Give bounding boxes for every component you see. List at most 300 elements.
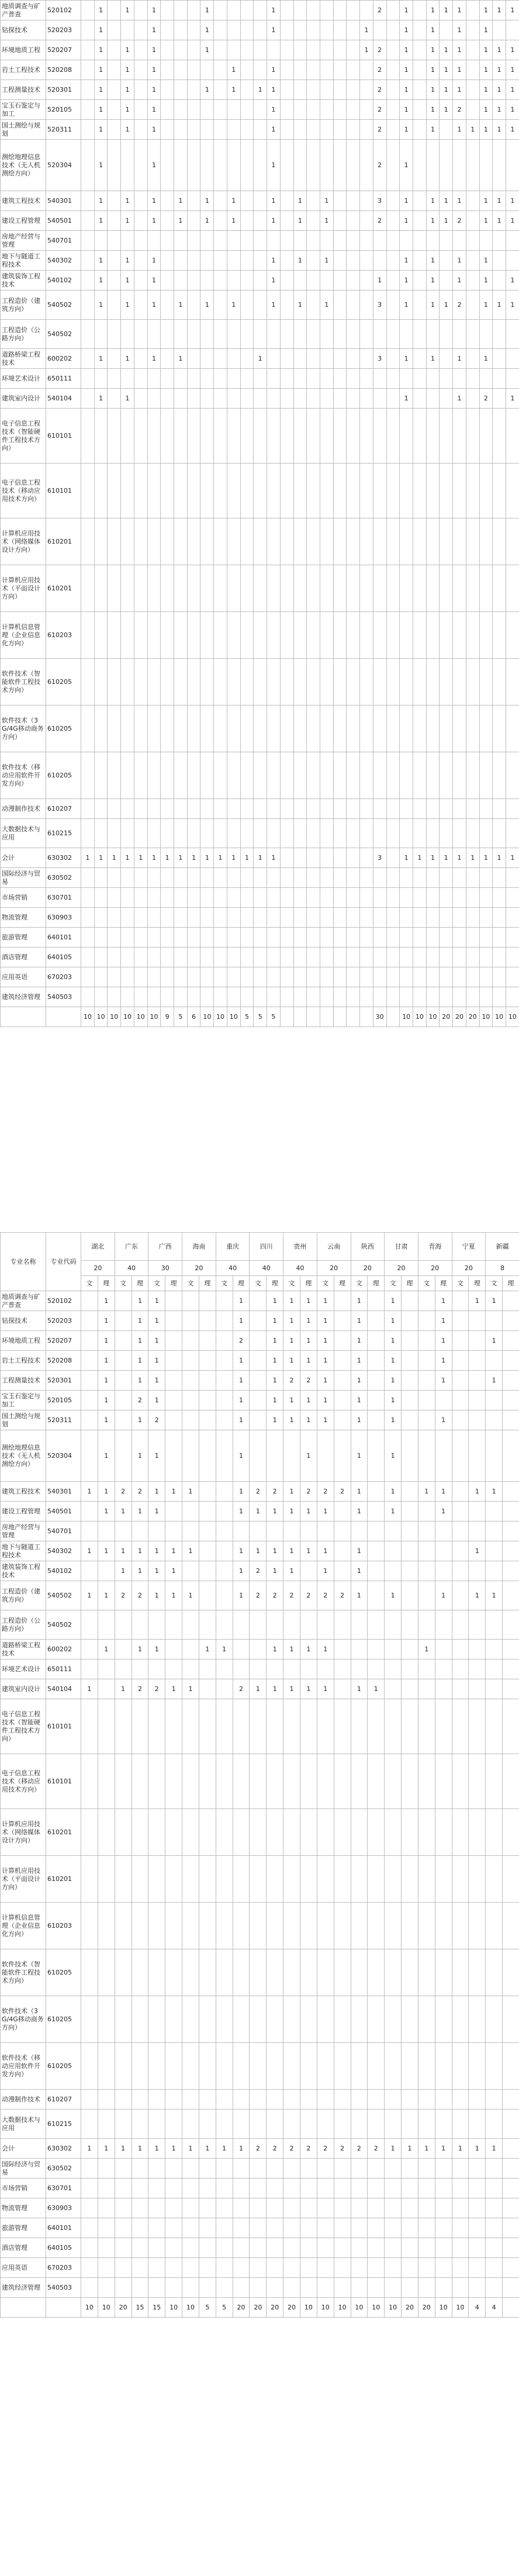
quota-cell — [503, 2043, 519, 2090]
quota-cell — [293, 928, 307, 948]
quota-cell — [161, 518, 174, 565]
quota-cell — [267, 1949, 283, 1996]
quota-cell — [187, 868, 200, 888]
quota-cell: 1 — [94, 80, 108, 100]
table-row — [1, 612, 519, 659]
quota-cell — [81, 565, 95, 612]
quota-cell — [108, 464, 121, 518]
quota-cell: 1 — [267, 1679, 283, 1699]
quota-cell — [385, 2043, 402, 2090]
quota-cell — [320, 799, 333, 819]
quota-cell — [200, 409, 214, 464]
quota-cell — [182, 2043, 199, 2090]
quota-cell: 1 — [351, 1391, 368, 1410]
quota-cell — [233, 1659, 250, 1679]
quota-cell: 1 — [493, 40, 506, 60]
quota-cell: 1 — [506, 848, 519, 868]
quota-cell — [200, 948, 214, 967]
header-arts-track: 文 — [216, 1276, 233, 1291]
quota-cell — [334, 1502, 351, 1522]
quota-cell — [469, 1809, 486, 1856]
quota-cell — [333, 518, 347, 565]
quota-cell — [300, 2238, 317, 2258]
quota-cell — [351, 1856, 368, 1903]
major-name-cell: 计算机应用技术（平面设计方向） — [1, 565, 46, 612]
quota-cell — [386, 20, 400, 40]
total-cell: 20 — [233, 2298, 250, 2318]
quota-cell — [182, 2090, 199, 2110]
quota-cell — [347, 908, 360, 928]
quota-cell: 1 — [214, 848, 227, 868]
major-code-cell: 540502 — [46, 291, 81, 320]
quota-cell — [233, 1949, 250, 1996]
quota-cell: 2 — [317, 1581, 334, 1610]
quota-cell: 1 — [147, 848, 161, 868]
quota-cell — [368, 1371, 385, 1391]
quota-cell — [134, 799, 147, 819]
quota-cell: 1 — [250, 1679, 267, 1699]
quota-cell — [81, 1949, 98, 1996]
quota-cell — [503, 2278, 519, 2298]
quota-cell — [280, 928, 293, 948]
quota-cell: 1 — [199, 1640, 216, 1659]
quota-cell — [347, 191, 360, 211]
quota-cell — [413, 1, 426, 20]
quota-cell: 1 — [200, 40, 214, 60]
quota-cell — [368, 2043, 385, 2090]
quota-cell — [182, 1640, 199, 1659]
quota-cell — [373, 409, 386, 464]
quota-cell — [108, 967, 121, 987]
quota-cell: 1 — [435, 1291, 452, 1311]
quota-cell: 1 — [132, 1311, 148, 1331]
quota-cell — [199, 1561, 216, 1581]
quota-cell — [161, 928, 174, 948]
quota-cell — [400, 799, 413, 819]
quota-cell — [94, 320, 108, 349]
quota-cell — [334, 1679, 351, 1699]
major-name-cell: 建设工程管理 — [1, 211, 46, 231]
quota-cell: 2 — [283, 1581, 300, 1610]
quota-cell: 1 — [469, 2139, 486, 2159]
quota-cell — [493, 612, 506, 659]
quota-cell — [199, 1610, 216, 1640]
quota-cell — [320, 987, 333, 1007]
quota-cell: 2 — [115, 1482, 132, 1502]
quota-cell: 1 — [161, 848, 174, 868]
quota-cell — [373, 752, 386, 799]
quota-cell — [165, 2090, 182, 2110]
quota-cell — [373, 706, 386, 752]
quota-cell — [108, 211, 121, 231]
quota-cell — [182, 1430, 199, 1482]
quota-cell: 2 — [300, 1581, 317, 1610]
quota-cell — [385, 1699, 402, 1754]
quota-cell — [182, 2159, 199, 2179]
quota-cell — [418, 1996, 435, 2043]
quota-cell — [385, 1949, 402, 1996]
quota-cell — [121, 231, 134, 251]
major-name-cell: 建筑装饰工程技术 — [1, 271, 46, 291]
major-name-cell: 钻探技术 — [1, 1311, 46, 1331]
quota-cell — [267, 1430, 283, 1482]
quota-cell — [165, 1996, 182, 2043]
quota-cell — [360, 369, 373, 389]
quota-cell — [121, 20, 134, 40]
quota-cell: 1 — [426, 211, 440, 231]
quota-cell — [293, 752, 307, 799]
quota-cell — [216, 1541, 233, 1561]
quota-cell — [214, 140, 227, 191]
quota-cell — [161, 60, 174, 80]
quota-cell — [368, 1331, 385, 1351]
quota-cell — [200, 320, 214, 349]
quota-cell — [165, 1809, 182, 1856]
quota-cell — [134, 291, 147, 320]
major-name-cell: 建筑装饰工程技术 — [1, 1561, 46, 1581]
quota-cell — [182, 1809, 199, 1856]
quota-cell — [320, 612, 333, 659]
quota-cell — [418, 1856, 435, 1903]
quota-cell — [280, 349, 293, 369]
quota-cell — [250, 1410, 267, 1430]
quota-cell — [147, 409, 161, 464]
quota-cell — [200, 868, 214, 888]
quota-cell — [134, 409, 147, 464]
quota-cell: 1 — [174, 848, 188, 868]
quota-cell — [174, 967, 188, 987]
quota-cell — [81, 100, 95, 120]
quota-cell — [493, 908, 506, 928]
quota-cell — [452, 1903, 469, 1949]
quota-cell — [108, 948, 121, 967]
quota-cell — [503, 2218, 519, 2238]
quota-cell — [132, 2218, 148, 2238]
quota-cell — [426, 706, 440, 752]
table-row — [1, 799, 519, 819]
quota-cell — [187, 120, 200, 140]
quota-cell — [199, 1581, 216, 1610]
quota-cell — [493, 369, 506, 389]
quota-cell — [199, 2090, 216, 2110]
quota-cell — [165, 2218, 182, 2238]
quota-cell — [440, 888, 453, 908]
quota-cell — [187, 928, 200, 948]
quota-cell — [98, 2090, 115, 2110]
quota-cell: 1 — [147, 211, 161, 231]
quota-cell — [165, 1430, 182, 1482]
quota-cell — [250, 2179, 267, 2198]
header-arts-track: 文 — [317, 1276, 334, 1291]
quota-cell — [300, 2159, 317, 2179]
quota-cell — [385, 1640, 402, 1659]
quota-cell — [452, 1996, 469, 2043]
quota-cell — [351, 1522, 368, 1541]
quota-cell: 1 — [147, 1, 161, 20]
quota-cell: 1 — [121, 251, 134, 271]
quota-cell — [174, 409, 188, 464]
quota-cell — [250, 2278, 267, 2298]
quota-cell — [418, 2179, 435, 2198]
quota-cell: 1 — [250, 1541, 267, 1561]
quota-cell — [108, 80, 121, 100]
quota-cell — [418, 1430, 435, 1482]
quota-cell — [469, 2258, 486, 2278]
quota-cell: 1 — [400, 60, 413, 80]
quota-cell: 1 — [233, 1581, 250, 1610]
quota-cell: 1 — [426, 291, 440, 320]
quota-cell — [250, 1754, 267, 1809]
quota-cell — [134, 819, 147, 848]
quota-cell — [182, 1522, 199, 1541]
quota-cell — [250, 1699, 267, 1754]
quota-cell — [320, 80, 333, 100]
quota-cell — [199, 2043, 216, 2090]
table-row — [1, 1, 519, 20]
table-row — [1, 1541, 519, 1561]
quota-cell — [453, 320, 466, 349]
quota-cell — [161, 231, 174, 251]
total-cell: 10 — [81, 2298, 98, 2318]
quota-cell — [307, 1, 320, 20]
total-cell: 20 — [267, 2298, 283, 2318]
quota-cell — [368, 1430, 385, 1482]
quota-cell — [333, 80, 347, 100]
major-code-cell: 630302 — [46, 848, 81, 868]
quota-cell — [81, 1561, 98, 1581]
quota-cell — [466, 409, 479, 464]
quota-cell — [283, 2179, 300, 2198]
total-cell: 10 — [121, 1007, 134, 1027]
quota-cell — [115, 2110, 132, 2139]
quota-cell: 2 — [132, 1581, 148, 1610]
quota-cell — [426, 908, 440, 928]
quota-cell — [214, 291, 227, 320]
quota-cell — [307, 987, 320, 1007]
quota-cell — [134, 706, 147, 752]
quota-cell: 1 — [267, 20, 281, 40]
quota-cell — [121, 464, 134, 518]
quota-cell — [187, 251, 200, 271]
quota-cell — [283, 2258, 300, 2278]
quota-cell — [227, 20, 240, 40]
quota-cell — [418, 1502, 435, 1522]
major-code-cell: 520207 — [46, 40, 81, 60]
quota-cell — [360, 191, 373, 211]
quota-cell — [187, 60, 200, 80]
quota-cell — [81, 251, 95, 271]
quota-cell — [402, 1809, 418, 1856]
quota-cell — [333, 349, 347, 369]
major-name-cell: 建筑室内设计 — [1, 1679, 46, 1699]
quota-cell — [283, 2278, 300, 2298]
quota-cell — [300, 2090, 317, 2110]
quota-cell — [506, 231, 519, 251]
quota-cell — [227, 409, 240, 464]
quota-cell — [347, 819, 360, 848]
quota-cell — [307, 140, 320, 191]
header-science-track: 理 — [267, 1276, 283, 1291]
quota-cell — [132, 2238, 148, 2258]
quota-cell — [506, 706, 519, 752]
quota-cell — [466, 40, 479, 60]
quota-cell — [452, 1699, 469, 1754]
quota-cell — [373, 320, 386, 349]
quota-cell — [493, 706, 506, 752]
quota-cell — [333, 320, 347, 349]
header-plan-count: 20 — [351, 1261, 385, 1276]
quota-cell — [283, 1699, 300, 1754]
quota-cell — [435, 2179, 452, 2198]
quota-cell: 1 — [506, 291, 519, 320]
quota-cell — [435, 2218, 452, 2238]
quota-cell — [503, 1949, 519, 1996]
quota-cell — [227, 518, 240, 565]
quota-cell — [413, 967, 426, 987]
quota-cell — [283, 2043, 300, 2090]
table-row — [1, 1430, 519, 1482]
quota-cell — [466, 271, 479, 291]
quota-cell — [503, 1371, 519, 1391]
quota-cell — [98, 1610, 115, 1640]
quota-cell — [81, 1610, 98, 1640]
quota-cell — [254, 518, 267, 565]
table-row — [1, 565, 519, 612]
quota-cell: 1 — [165, 1541, 182, 1561]
quota-cell — [347, 120, 360, 140]
quota-cell — [94, 231, 108, 251]
quota-cell — [373, 819, 386, 848]
quota-cell: 1 — [479, 1, 493, 20]
quota-cell — [351, 2258, 368, 2278]
quota-cell — [227, 967, 240, 987]
quota-cell — [469, 1679, 486, 1699]
quota-cell — [293, 409, 307, 464]
total-cell: 10 — [182, 2298, 199, 2318]
major-name-cell: 建筑经济管理 — [1, 2278, 46, 2298]
major-name-cell: 工程造价（建筑方向） — [1, 1581, 46, 1610]
quota-cell: 1 — [479, 191, 493, 211]
quota-cell — [333, 799, 347, 819]
quota-cell — [98, 2238, 115, 2258]
quota-cell — [108, 120, 121, 140]
total-cell: 5 — [199, 2298, 216, 2318]
quota-cell — [293, 349, 307, 369]
major-code-cell: 610101 — [46, 409, 81, 464]
quota-cell — [360, 799, 373, 819]
quota-cell — [81, 2258, 98, 2278]
quota-cell — [440, 464, 453, 518]
quota-cell: 2 — [373, 120, 386, 140]
quota-cell: 1 — [267, 1640, 283, 1659]
quota-cell — [440, 369, 453, 389]
quota-cell — [360, 612, 373, 659]
quota-cell — [300, 2278, 317, 2298]
quota-cell — [360, 888, 373, 908]
quota-cell — [293, 799, 307, 819]
quota-cell — [81, 191, 95, 211]
quota-cell — [148, 2090, 165, 2110]
quota-cell — [360, 60, 373, 80]
quota-cell — [418, 1754, 435, 1809]
quota-cell: 1 — [267, 1410, 283, 1430]
quota-cell — [250, 1351, 267, 1371]
quota-cell — [81, 1640, 98, 1659]
quota-cell — [216, 2278, 233, 2298]
quota-cell — [81, 1699, 98, 1754]
quota-cell: 1 — [81, 1679, 98, 1699]
quota-cell — [216, 2179, 233, 2198]
quota-cell — [174, 819, 188, 848]
quota-cell — [317, 1996, 334, 2043]
major-code-cell: 610205 — [46, 659, 81, 706]
quota-cell: 1 — [147, 251, 161, 271]
totals-row — [1, 1007, 519, 1027]
quota-cell — [280, 291, 293, 320]
quota-cell — [493, 967, 506, 987]
quota-cell — [402, 1541, 418, 1561]
quota-cell — [466, 799, 479, 819]
quota-cell: 1 — [98, 1410, 115, 1430]
quota-cell — [402, 1522, 418, 1541]
quota-cell: 1 — [121, 389, 134, 409]
quota-cell: 1 — [182, 1482, 199, 1502]
quota-cell — [121, 987, 134, 1007]
quota-cell — [360, 518, 373, 565]
quota-cell — [506, 987, 519, 1007]
quota-cell: 1 — [115, 1502, 132, 1522]
quota-cell — [121, 706, 134, 752]
quota-cell — [81, 1856, 98, 1903]
quota-cell — [240, 799, 254, 819]
quota-cell — [148, 1522, 165, 1541]
quota-cell — [440, 389, 453, 409]
totals-blank-cell — [46, 1007, 81, 1027]
major-code-cell: 540301 — [46, 191, 81, 211]
quota-cell — [333, 987, 347, 1007]
quota-cell — [250, 1640, 267, 1659]
quota-cell — [385, 1903, 402, 1949]
quota-cell — [400, 928, 413, 948]
quota-cell — [216, 1311, 233, 1331]
quota-cell — [98, 1996, 115, 2043]
quota-cell — [115, 1351, 132, 1371]
header-plan-count: 20 — [81, 1261, 115, 1276]
quota-cell — [466, 612, 479, 659]
quota-cell — [435, 1856, 452, 1903]
quota-cell — [165, 1331, 182, 1351]
major-name-cell: 动漫制作技术 — [1, 799, 46, 819]
quota-cell: 1 — [121, 191, 134, 211]
total-cell: 20 — [283, 2298, 300, 2318]
quota-cell: 2 — [300, 1482, 317, 1502]
quota-cell — [360, 251, 373, 271]
quota-cell — [360, 320, 373, 349]
quota-cell — [402, 2278, 418, 2298]
quota-cell: 1 — [385, 1581, 402, 1610]
quota-cell — [267, 2218, 283, 2238]
quota-cell — [199, 1331, 216, 1351]
total-cell: 10 — [81, 1007, 95, 1027]
quota-cell — [233, 1522, 250, 1541]
quota-cell — [267, 518, 281, 565]
quota-cell: 1 — [426, 191, 440, 211]
quota-cell — [250, 2110, 267, 2139]
quota-cell — [435, 1996, 452, 2043]
quota-cell: 1 — [453, 60, 466, 80]
quota-cell: 1 — [300, 1502, 317, 1522]
quota-cell — [503, 2179, 519, 2198]
